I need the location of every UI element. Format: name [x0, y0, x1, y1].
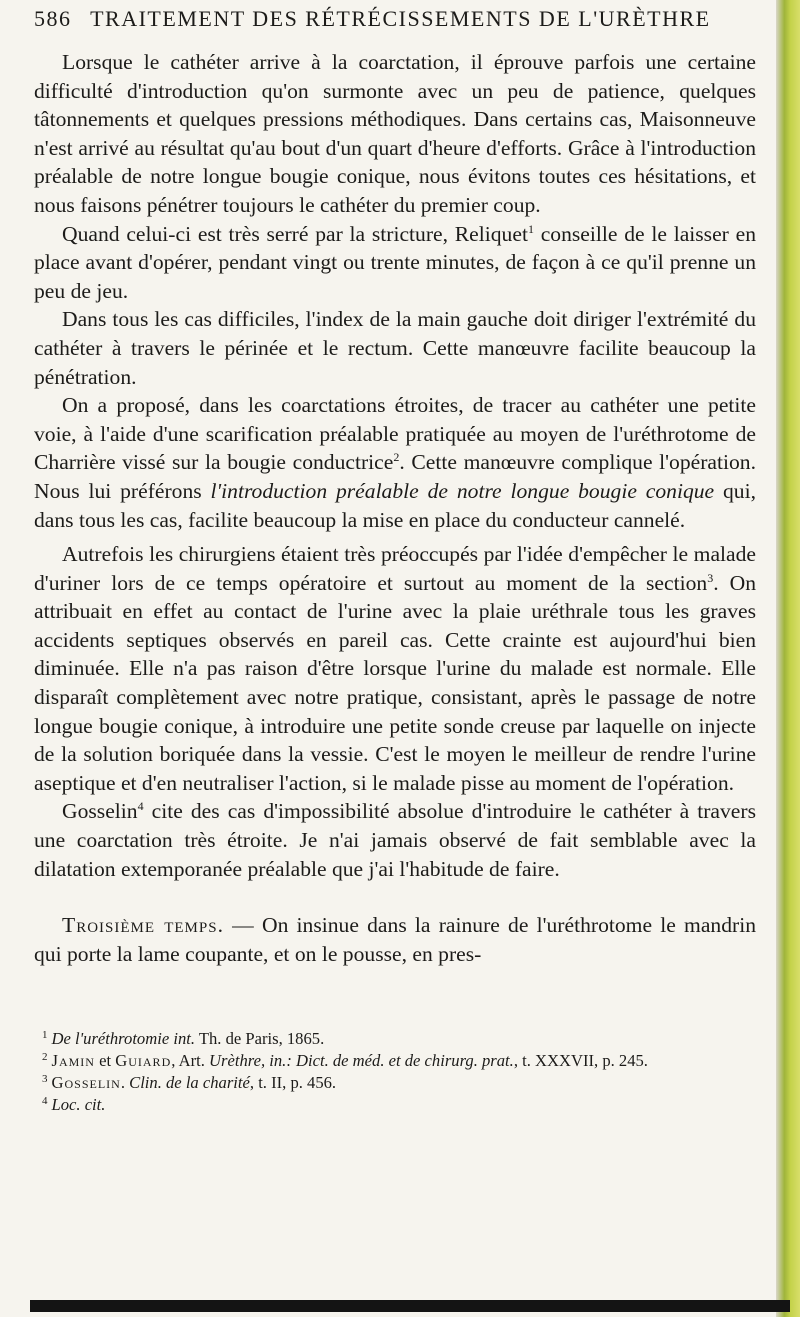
footnote-number: 1	[42, 1029, 48, 1041]
footnote-rest: Th. de Paris, 1865.	[195, 1029, 325, 1048]
paragraph-4-emphasis: l'introduction préalable de notre longue bougie conique	[210, 478, 715, 503]
footnote-number: 4	[42, 1095, 48, 1107]
paragraph-1-text: Lorsque le cathéter arrive à la coarctation, il éprouve parfois une certaine difficulté d'introduction qu'on surmonte avec un peu de patience, quelques tâtonnements et quelques pressions méthodiques. Dans certains cas, Maisonneuve n'est arrivé au résultat qu'au bout d'un quart d'heure d'efforts. Grâce à l'introduction préalable de notre longue bougie conique, nous évitons toutes ces hésitations, et nous faisons pénétrer toujours le cathéter du premier coup.	[34, 50, 756, 217]
paragraph-2-text-b: conseille de le laisser en place avant d'opérer, pendant vingt ou trente minutes, de façon à ce qu'il prenne un peu de jeu.	[34, 221, 756, 303]
footnote-joiner: et	[94, 1051, 116, 1070]
paragraph-4	[34, 391, 756, 534]
paragraph-7	[34, 911, 756, 968]
paragraph-5	[34, 540, 756, 797]
footnote-joiner: , Art.	[171, 1051, 210, 1070]
paragraph-1	[34, 48, 756, 220]
footnote-ref-1: 1	[527, 221, 534, 236]
running-title: TRAITEMENT DES RÉTRÉCISSEMENTS DE L'URÈTHRE	[90, 6, 711, 31]
footnote-number: 2	[42, 1051, 48, 1063]
paragraph-7-text: On insinue dans la rainure de l'uréthrotome le mandrin qui porte la lame coupante, et on le pousse, en pres-	[34, 913, 756, 966]
main-text	[34, 48, 756, 968]
running-header	[34, 6, 750, 32]
footnote-title: Clin. de la charité	[129, 1073, 250, 1092]
paragraph-3-text: Dans tous les cas difficiles, l'index de la main gauche doit diriger l'extrémité du cathéter à travers le périnée et le rectum. Cette manœuvre facilite beaucoup la pénétration.	[34, 307, 756, 389]
footnote-author: Jamin	[51, 1051, 95, 1070]
page-bottom-bar	[30, 1300, 790, 1312]
paragraph-4-text-b: . Cette manœuvre complique l'opération. Nous lui préférons	[34, 450, 756, 503]
footnote-rest: , t. XXXVII, p. 245.	[513, 1051, 648, 1070]
paragraph-2	[34, 220, 756, 306]
footnote-joiner: .	[120, 1073, 130, 1092]
footnote	[34, 1072, 756, 1094]
section-heading: Troisième temps.	[62, 913, 224, 938]
page-edge-decoration	[776, 0, 800, 1317]
footnote-number: 3	[42, 1073, 48, 1085]
footnote-title: De l'uréthrotomie int.	[51, 1029, 196, 1048]
footnote-author: Gosselin	[51, 1073, 121, 1092]
footnote-ref-4: 4	[137, 799, 144, 814]
footnotes	[34, 1028, 756, 1116]
footnote-ref-3: 3	[707, 570, 714, 585]
paragraph-5-text-a: Autrefois les chirurgiens étaient très préoccupés par l'idée d'empêcher le malade d'uriner lors de ce temps opératoire et surtout au moment de la section	[34, 542, 756, 595]
paragraph-5-text-b: . On attribuait en effet au contact de l'urine avec la plaie uréthrale tous les graves accidents septiques observés en pareil cas. Cette crainte est aujourd'hui bien diminuée. Elle n'a pas raison d'être lorsque l'urine du malade est normale. Elle disparaît complètement avec notre pratique, consistant, après le passage de notre longue bougie conique, à introduire une petite sonde creuse par laquelle on injecte de la solution boriquée dans la vessie. C'est le moyen le meilleur de rendre l'urine aseptique et d'en neutraliser l'action, si le malade pisse au moment de l'opération.	[34, 570, 756, 795]
footnote-rest: , t. II, p. 456.	[249, 1073, 337, 1092]
footnote-title: Urèthre, in.: Dict. de méd. et de chirurg. prat.	[209, 1051, 514, 1070]
paragraph-2-text-a: Quand celui-ci est très serré par la stricture, Reliquet	[62, 221, 528, 246]
paragraph-6-text-b: cite des cas d'impossibilité absolue d'introduire le cathéter à travers une coarctation très étroite. Je n'ai jamais observé de fait semblable avec la dilatation extemporanée préalable que j'ai l'habitude de faire.	[34, 799, 756, 881]
paragraph-6-text-a: Gosselin	[62, 799, 138, 824]
page-number: 586	[34, 6, 72, 31]
footnote	[34, 1028, 756, 1050]
paragraph-3	[34, 305, 756, 391]
section-dash: —	[223, 913, 262, 938]
footnote	[34, 1094, 756, 1116]
footnote-title: Loc. cit.	[51, 1095, 106, 1114]
paragraph-4-text-a: On a proposé, dans les coarctations étroites, de tracer au cathéter une petite voie, à l'aide d'une scarification préalable pratiquée au moyen de l'uréthrotome de Charrière vissé sur la bougie conductrice	[34, 393, 756, 475]
paragraph-6	[34, 797, 756, 883]
footnote	[34, 1050, 756, 1072]
footnote-ref-2: 2	[393, 450, 400, 465]
paragraph-4-text-c: qui, dans tous les cas, facilite beaucoup la mise en place du conducteur cannelé.	[34, 478, 756, 532]
footnote-author: Guiard	[115, 1051, 172, 1070]
